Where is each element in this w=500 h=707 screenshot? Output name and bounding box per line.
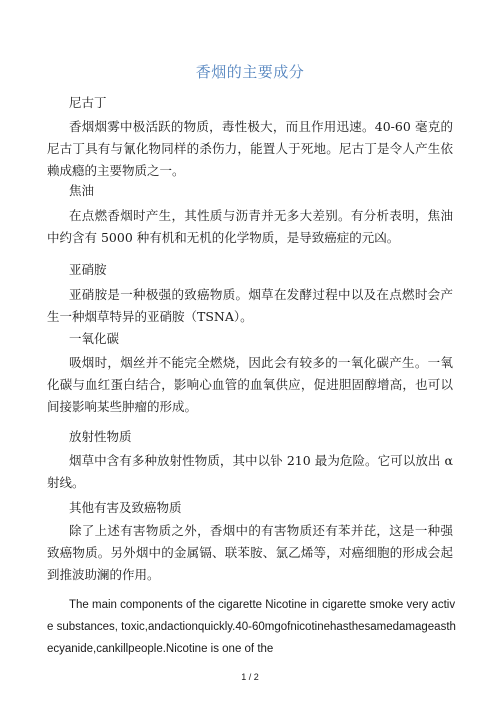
section-heading-nicotine: 尼古丁	[69, 95, 107, 110]
section-heading-radioactive: 放射性物质	[69, 429, 132, 444]
section-body-radioactive: 烟草中含有多种放射性物质，其中以钋 210 最为危险。它可以放出 α 射线。	[47, 453, 453, 490]
section-body-other-carcinogens: 除了上述有害物质之外，香烟中的有害物质还有苯并芘，这是一种强致癌物质。另外烟中的金属镉、联苯胺、氯乙烯等，对癌细胞的形成会起到推波助澜的作用。	[47, 523, 453, 582]
section-heading-nitrosamine: 亚硝胺	[69, 262, 107, 277]
document-title: 香烟的主要成分	[195, 63, 305, 81]
section-body-nitrosamine: 亚硝胺是一种极强的致癌物质。烟草在发酵过程中以及在点燃时会产生一种烟草特异的亚硝胺（TSNA）。	[47, 287, 453, 324]
section-body-carbon-monoxide: 吸烟时，烟丝并不能完全燃烧，因此会有较多的一氧化碳产生。一氧化碳与血红蛋白结合，影响心血管的血氧供应，促进胆固醇增高，也可以间接影响某些肿瘤的形成。	[47, 355, 453, 414]
section-body-nicotine: 香烟烟雾中极活跃的物质，毒性极大，而且作用迅速。40-60 毫克的尼古丁具有与氰化物同样的杀伤力，能置人于死地。尼古丁是令人产生依赖成瘾的主要物质之一。	[47, 119, 453, 178]
section-heading-tar: 焦油	[69, 183, 95, 198]
section-heading-carbon-monoxide: 一氧化碳	[69, 331, 120, 346]
page-number: 1 / 2	[241, 672, 259, 682]
section-body-tar: 在点燃香烟时产生，其性质与沥青并无多大差别。有分析表明，焦油中约含有 5000 种有机和无机的化学物质，是导致癌症的元凶。	[47, 208, 453, 245]
english-paragraph: The main components of the cigarette Nicotine in cigarette smoke very active substances, toxic,andactionquickly.40-60mgofnicotinehasthesamedamageasthecyanide,cankillpeople.Nicotine is one of the	[47, 599, 456, 655]
section-heading-other-carcinogens: 其他有害及致癌物质	[69, 500, 182, 515]
